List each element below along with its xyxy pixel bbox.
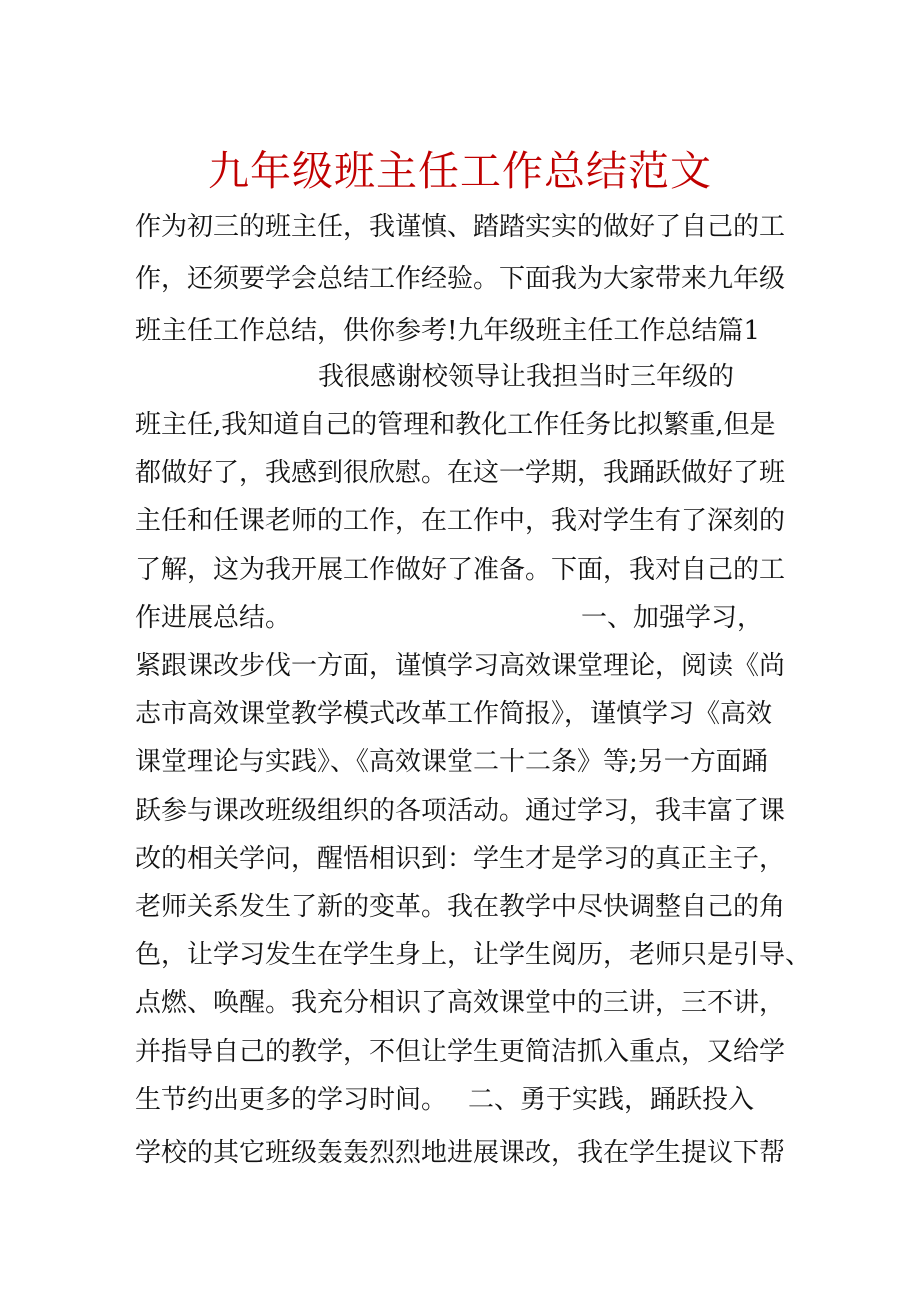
text-line: 色，让学习发生在学生身上，让学生阅历，老师只是引导、 (135, 940, 812, 970)
text-line: 跃参与课改班级组织的各项活动。通过学习，我丰富了课 (135, 796, 786, 826)
text-line: 学校的其它班级轰轰烈烈地进展课改，我在学生提议下帮 (135, 1138, 786, 1168)
text-line: 作进展总结。 (135, 603, 292, 633)
document-title: 九年级班主任工作总结范文 (208, 147, 712, 195)
text-line: 老师关系发生了新的变革。我在教学中尽快调整自己的角 (135, 892, 786, 922)
text-line: 班主任,我知道自己的管理和教化工作任务比拟繁重,但是 (135, 410, 776, 440)
text-line: 我很感谢校领导让我担当时三年级的 (318, 362, 735, 392)
text-line: 作，还须要学会总结工作经验。下面我为大家带来九年级 (135, 264, 786, 294)
text-line: 作为初三的班主任，我谨慎、踏踏实实的做好了自己的工 (135, 212, 786, 242)
text-line: 主任和任课老师的工作，在工作中，我对学生有了深刻的 (135, 506, 786, 536)
text-line: 志市高效课堂教学模式改革工作简报》，谨慎学习《高效 (135, 699, 773, 729)
section-heading: 一、加强学习， (581, 603, 764, 633)
text-line: 了解，这为我开展工作做好了准备。下面，我对自己的工 (135, 555, 786, 585)
text-line: 并指导自己的教学，不但让学生更简洁抓入重点，又给学 (135, 1037, 786, 1067)
text-line: 班主任工作总结，供你参考!九年级班主任工作总结篇1 (135, 316, 760, 346)
text-line: 生节约出更多的学习时间。 (135, 1085, 448, 1115)
text-line: 课堂理论与实践》、《高效课堂二十二条》等;另一方面踊 (135, 747, 768, 777)
section-heading: 二、勇于实践，踊跃投入 (468, 1085, 755, 1115)
text-line: 紧跟课改步伐一方面，谨慎学习高效课堂理论，阅读《尚 (135, 651, 786, 681)
text-line: 点燃、唤醒。我充分相识了高效课堂中的三讲，三不讲， (135, 988, 786, 1018)
text-line: 都做好了，我感到很欣慰。在这一学期，我踊跃做好了班 (135, 458, 786, 488)
text-line: 改的相关学问，醒悟相识到：学生才是学习的真正主子， (135, 844, 786, 874)
